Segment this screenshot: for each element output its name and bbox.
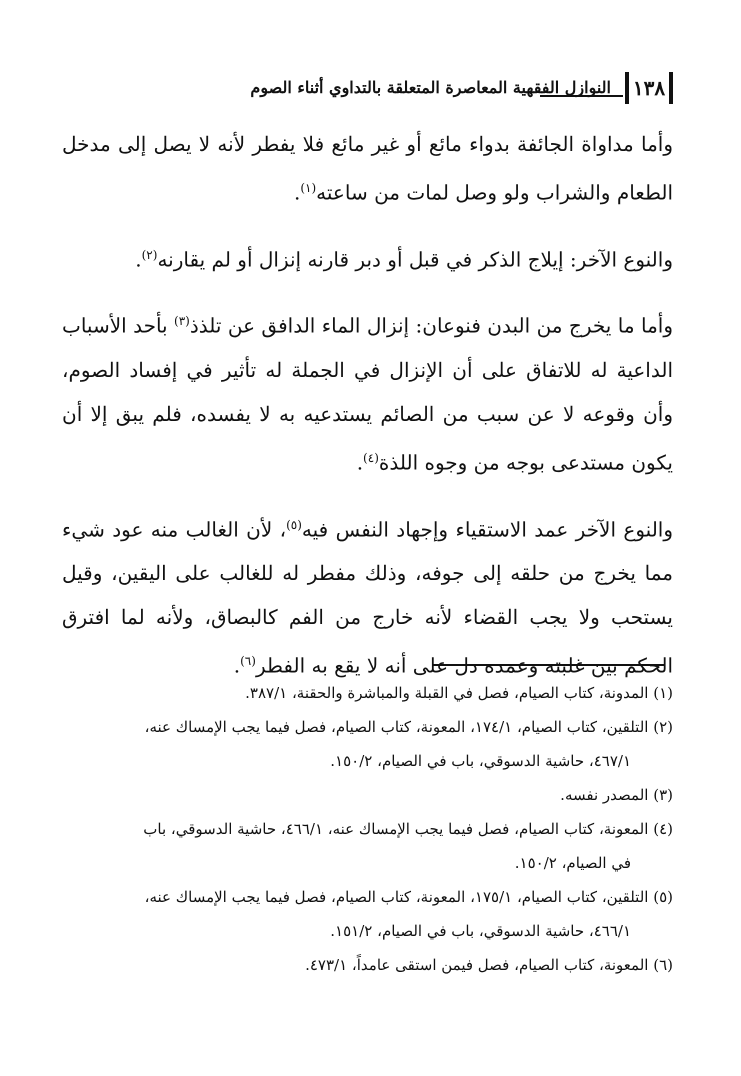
main-text <box>62 122 673 706</box>
footnote-ref[interactable]: (٣) <box>174 314 190 329</box>
footnote-ref[interactable]: (١) <box>300 181 317 195</box>
running-title: النوازل الفقهية المعاصرة المتعلقة بالتداوي أثناء الصوم <box>250 78 611 97</box>
footnote <box>62 948 673 982</box>
paragraph <box>62 503 673 688</box>
footnote <box>62 676 673 710</box>
footnote-text: المدونة، كتاب الصيام، فصل في القبلة والمباشرة والحقنة، ٣٨٧/١. <box>245 684 649 702</box>
footnote-text-continued: في الصيام، ١٥٠/٢. <box>514 854 631 872</box>
paragraph-end: . <box>293 180 301 205</box>
footnotes <box>62 676 673 982</box>
page-header <box>60 70 673 110</box>
footnote-text: المصدر نفسه. <box>560 786 649 804</box>
footnote-separator <box>432 664 664 666</box>
paragraph-text: ، لأن الغالب منه عود شيء مما يخرج من حلقه إلى جوفه، وذلك مفطر له للغالب على اليقين، وقيل يستحب ولا يجب القضاء لأنه خارج من الفم كالبصاق، ولأنه لما افترق الحكم بين غلبته وعمده دل على أنه لا يقع به الفطر <box>62 517 673 678</box>
footnote <box>62 778 673 812</box>
footnote-number: (٣) <box>653 786 673 804</box>
footnote-number: (٥) <box>653 888 673 906</box>
footnote <box>62 880 673 948</box>
page-number: ١٣٨ <box>625 72 673 104</box>
footnote-number: (٦) <box>653 956 673 974</box>
footnote-ref[interactable]: (٥) <box>286 517 302 532</box>
footnote-text: المعونة، كتاب الصيام، فصل فيما يجب الإمساك عنه، ٤٦٦/١، حاشية الدسوقي، باب <box>143 820 649 838</box>
footnote <box>62 710 673 778</box>
footnote-number: (١) <box>653 684 673 702</box>
paragraph <box>62 299 673 484</box>
paragraph-end: . <box>135 247 142 272</box>
footnote-ref[interactable]: (٢) <box>141 247 158 262</box>
footnote-text-continued: ٤٦٦/١، حاشية الدسوقي، باب في الصيام، ١٥١/٢. <box>330 922 631 940</box>
paragraph-text: بأحد الأسباب الداعية له للاتفاق على أن الإنزال في الجملة له تأثير في إفساد الصوم، وأن وقوعه لا عن سبب من الصائم يستدعيه به لا يفسده، فلم يبق إلا أن يكون مستدعى بوجه من وجوه اللذة <box>62 313 673 475</box>
paragraph-end: . <box>356 450 364 475</box>
paragraph <box>62 122 673 215</box>
footnote <box>62 812 673 880</box>
header-rule <box>540 95 623 97</box>
footnote-number: (٤) <box>653 820 673 838</box>
footnote-text: المعونة، كتاب الصيام، فصل فيمن استقى عامداً، ٤٧٣/١. <box>305 956 649 974</box>
paragraph <box>62 233 673 282</box>
footnote-text: التلقين، كتاب الصيام، ١٧٥/١، المعونة، كتاب الصيام، فصل فيما يجب الإمساك عنه، <box>144 888 649 906</box>
footnote-number: (٢) <box>653 718 673 736</box>
paragraph-text: والنوع الآخر عمد الاستقياء وإجهاد النفس فيه <box>301 517 673 542</box>
footnote-text-continued: ٤٦٧/١، حاشية الدسوقي، باب في الصيام، ١٥٠/٢. <box>330 752 631 770</box>
paragraph-end: . <box>233 653 241 678</box>
paragraph-text: وأما مداواة الجائفة بدواء مائع أو غير مائع فلا يفطر لأنه لا يصل إلى مدخل الطعام والشراب ولو وصل لمات من ساعته <box>62 132 673 205</box>
paragraph-text: والنوع الآخر: إيلاج الذكر في قبل أو دبر قارنه إنزال أو لم يقارنه <box>157 247 673 272</box>
footnote-ref[interactable]: (٦) <box>240 654 256 669</box>
footnote-ref[interactable]: (٤) <box>363 450 379 465</box>
paragraph-text: وأما ما يخرج من البدن فنوعان: إنزال الماء الدافق عن تلذذ <box>189 313 673 338</box>
footnote-text: التلقين، كتاب الصيام، ١٧٤/١، المعونة، كتاب الصيام، فصل فيما يجب الإمساك عنه، <box>144 718 649 736</box>
